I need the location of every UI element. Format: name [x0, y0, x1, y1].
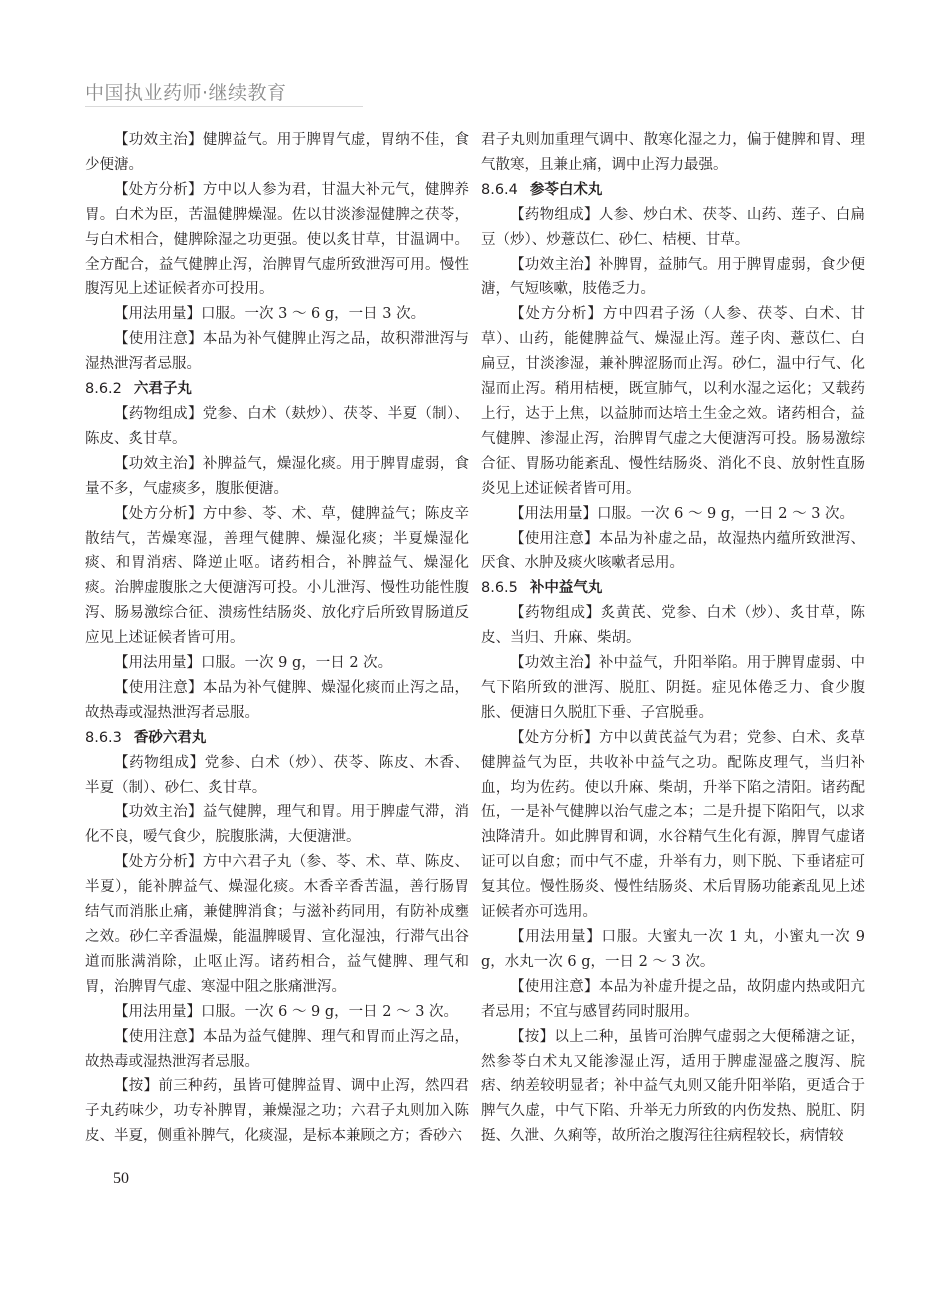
- section-heading: [481, 178, 865, 203]
- paragraph: 【处方分析】方中参、苓、术、草，健脾益气；陈皮辛散结气，苦燥寒湿，善理气健脾、燥湿化痰；半夏燥湿化痰、和胃消痞、降逆止呕。诸药相合，补脾益气、燥湿化痰。治脾虚腹胀之大便溏泻可投。小儿泄泻、慢性功能性腹泻、肠易激综合征、溃疡性结肠炎、放化疗后所致胃肠道反应见上述证候者皆可用。: [85, 505, 469, 647]
- paragraph: 【用法用量】口服。一次 6 ～ 9 g，一日 2 ～ 3 次。: [510, 505, 855, 522]
- paragraph: 【处方分析】方中六君子丸（参、苓、术、草、陈皮、半夏），能补脾益气、燥湿化痰。木香辛香苦温，善行肠胃结气而消胀止痛，兼健脾消食；与滋补药同用，有防补成壅之效。砂仁辛香温燥，能温脾暖胃、宣化湿浊，行滞气出谷道而胀满消除，止呕止泻。诸药相合，益气健脾、理气和胃，治脾胃气虚、寒湿中阻之胀痛泄泻。: [85, 854, 469, 995]
- paragraph: 【处方分析】方中以黄芪益气为君；党参、白术、炙草健脾益气为臣，共收补中益气之功。配陈皮理气，当归补血，均为佐药。使以升麻、柴胡，升举下陷之清阳。诸药配伍，一是补气健脾以治气虚之本；二是升提下陷阳气，以求浊降清升。如此脾胃和调，水谷精气生化有源，脾胃气虚诸证可以自愈；而中气不虚，升举有力，则下脱、下垂诸症可复其位。慢性肠炎、慢性结肠炎、术后胃肠功能紊乱见上述证候者亦可选用。: [481, 729, 865, 921]
- paragraph: 【使用注意】本品为补气健脾止泻之品，故积滞泄泻与湿热泄泻者忌服。: [85, 331, 469, 373]
- paragraph: 【功效主治】补中益气，升阳举陷。用于脾胃虚弱、中气下陷所致的泄泻、脱肛、阴挺。症见体倦乏力、食少腹胀、便溏日久脱肛下垂、子宫脱垂。: [481, 655, 865, 721]
- paragraph: 【使用注意】本品为补虚之品，故湿热内蕴所致泄泻、厌食、水肿及痰火咳嗽者忌用。: [481, 530, 865, 572]
- paragraph: 【药物组成】炙黄芪、党参、白术（炒）、炙甘草，陈皮、当归、升麻、柴胡。: [481, 605, 865, 647]
- paragraph: 【用法用量】口服。一次 3 ～ 6 g，一日 3 次。: [114, 306, 426, 323]
- section-number: 8.6.3: [85, 729, 122, 746]
- section-title: 香砂六君丸: [133, 729, 207, 746]
- paragraph: 【处方分析】方中以人参为君，甘温大补元气，健脾养胃。白术为臣，苦温健脾燥湿。佐以甘淡渗湿健脾之茯苓，与白术相合，健脾除湿之功更强。使以炙甘草，甘温调中。全方配合，益气健脾止泻，治脾胃气虚所致泄泻可用。慢性腹泻见上述证候者亦可投用。: [85, 181, 469, 298]
- section-title: 六君子丸: [133, 381, 192, 398]
- right-text-column: [481, 128, 865, 1149]
- paragraph: 【功效主治】补脾胃，益肺气。用于脾胃虚弱，食少便溏，气短咳嗽，肢倦乏力。: [481, 256, 865, 298]
- paragraph: 【使用注意】本品为补气健脾、燥湿化痰而止泻之品，故热毒或湿热泄泻者忌服。: [85, 679, 469, 721]
- left-text-column: [85, 128, 469, 1149]
- paragraph: 【使用注意】本品为益气健脾、理气和胃而止泻之品，故热毒或湿热泄泻者忌服。: [85, 1028, 469, 1070]
- paragraph: 【功效主治】健脾益气。用于脾胃气虚，胃纳不佳，食少便溏。: [85, 132, 469, 173]
- paragraph: 【用法用量】口服。大蜜丸一次 1 丸，小蜜丸一次 9 g，水丸一次 6 g，一日 2 ～ 3 次。: [481, 929, 865, 970]
- paragraph: 【功效主治】益气健脾，理气和胃。用于脾虚气滞，消化不良，嗳气食少，脘腹胀满，大便溏泄。: [85, 804, 469, 846]
- paragraph: 【药物组成】人参、炒白术、茯苓、山药、莲子、白扁豆（炒）、炒薏苡仁、砂仁、桔梗、甘草。: [481, 206, 865, 248]
- paragraph: 【按】前三种药，虽皆可健脾益胃、调中止泻，然四君子丸药味少，功专补脾胃，兼燥湿之功；六君子丸则加入陈皮、半夏，侧重补脾气，化痰湿，是标本兼顾之方；香砂六: [85, 1078, 469, 1145]
- section-title: 参苓白术丸: [529, 181, 603, 198]
- paragraph: 【按】以上二种，虽皆可治脾气虚弱之大便稀溏之证，然参苓白术丸又能渗湿止泻，适用于脾虚湿盛之腹泻、脘痞、纳差较明显者；补中益气丸则又能升阳举陷，更适合于脾气久虚，中气下陷、升举无力所致的内伤发热、脱肛、阴挺、久泄、久痢等，故所治之腹泻往往病程较长，病情较: [481, 1028, 865, 1145]
- section-number: 8.6.5: [481, 580, 518, 597]
- paragraph: 【药物组成】党参、白术（麸炒）、茯苓、半夏（制）、陈皮、炙甘草。: [85, 405, 469, 447]
- paragraph: 【用法用量】口服。一次 9 g，一日 2 次。: [114, 655, 393, 672]
- continued-paragraph: 君子丸则加重理气调中、散寒化湿之力，偏于健脾和胃、理气散寒，且兼止痛，调中止泻力最强。: [481, 132, 865, 173]
- section-heading: [85, 377, 469, 402]
- section-title: 补中益气丸: [529, 580, 603, 597]
- section-number: 8.6.2: [85, 381, 122, 398]
- paragraph: 【使用注意】本品为补虚升提之品，故阴虚内热或阳亢者忌用；不宜与感冒药同时服用。: [481, 978, 865, 1020]
- running-header-title: 中国执业药师·继续教育: [85, 82, 287, 104]
- section-number: 8.6.4: [481, 181, 518, 198]
- header-divider: [85, 106, 363, 107]
- page-number: 50: [113, 1170, 129, 1187]
- paragraph: 【用法用量】口服。一次 6 ～ 9 g，一日 2 ～ 3 次。: [114, 1003, 459, 1020]
- section-heading: [85, 726, 469, 751]
- paragraph: 【处方分析】方中四君子汤（人参、茯苓、白术、甘草）、山药，能健脾益气、燥湿止泻。莲子肉、薏苡仁、白扁豆，甘淡渗湿，兼补脾涩肠而止泻。砂仁，温中行气、化湿而止泻。稍用桔梗，既宣肺气，以利水湿之运化；又载药上行，达于上焦，以益肺而达培土生金之效。诸药相合，益气健脾、渗湿止泻，治脾胃气虚之大便溏泻可投。肠易激综合征、胃肠功能紊乱、慢性结肠炎、消化不良、放射性直肠炎见上述证候者皆可用。: [481, 306, 865, 497]
- section-heading: [481, 576, 865, 601]
- paragraph: 【药物组成】党参、白术（炒）、茯苓、陈皮、木香、半夏（制）、砂仁、炙甘草。: [85, 754, 469, 796]
- paragraph: 【功效主治】补脾益气，燥湿化痰。用于脾胃虚弱，食量不多，气虚痰多，腹胀便溏。: [85, 455, 469, 497]
